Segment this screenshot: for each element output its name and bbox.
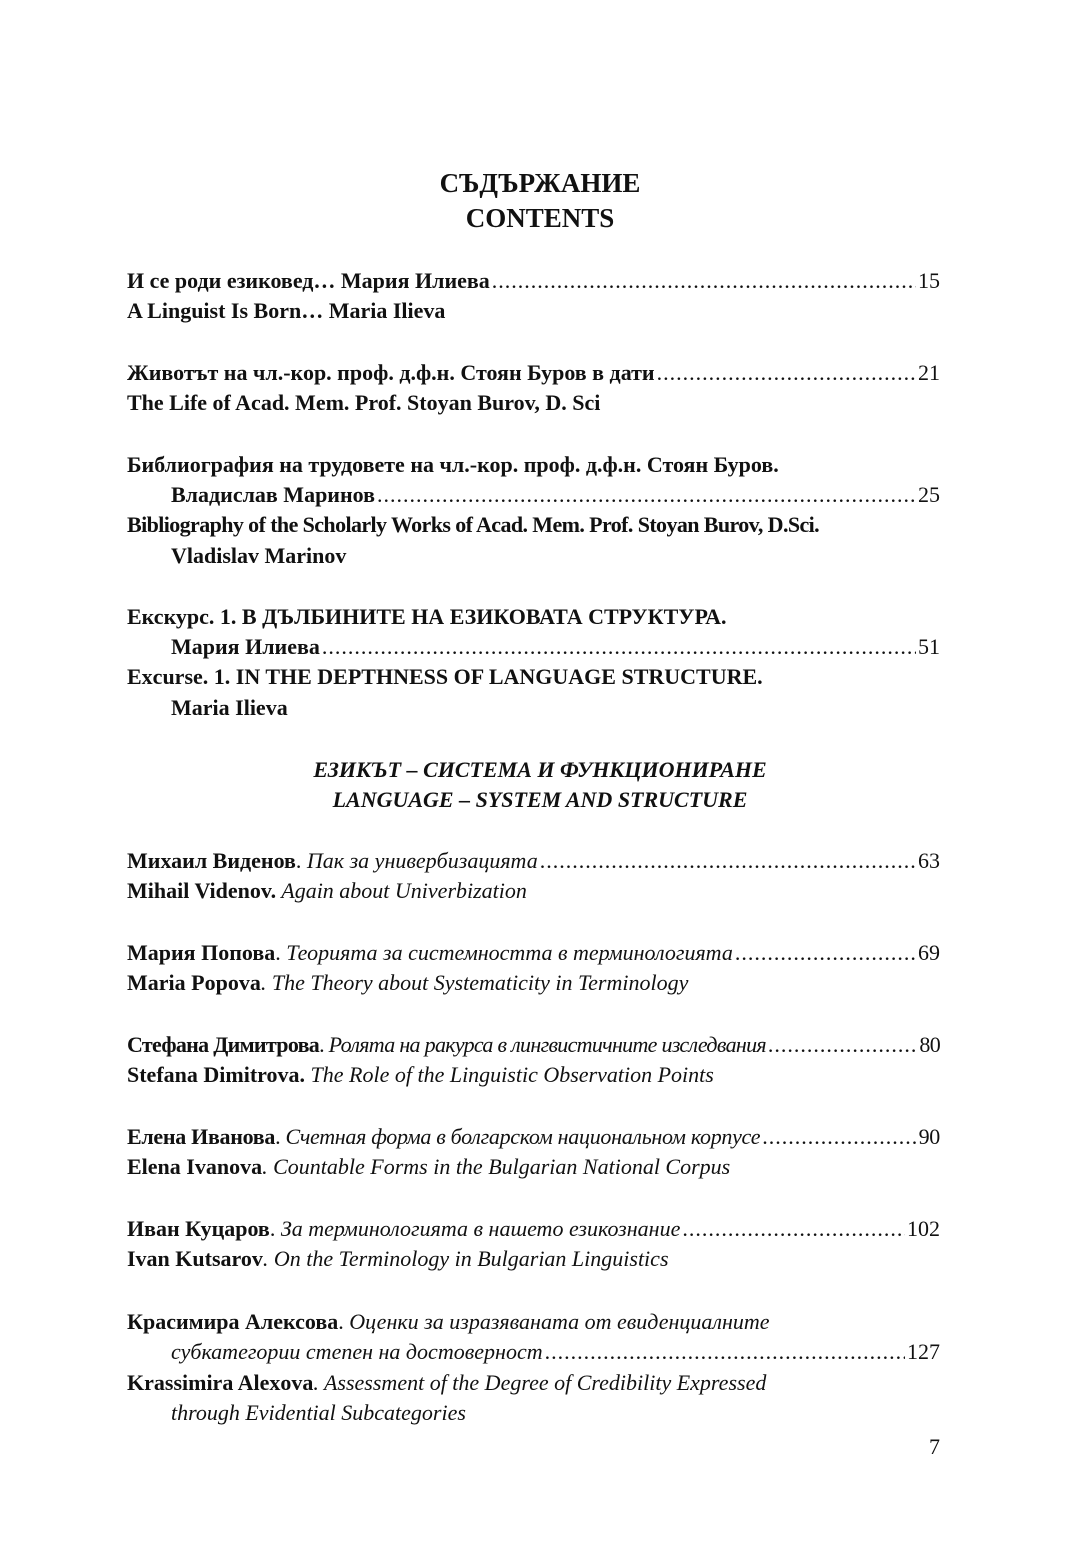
dot-leader: [377, 480, 916, 510]
section-title-bg: ЕЗИКЪТ – СИСТЕМА И ФУНКЦИОНИРАНЕ: [313, 757, 767, 782]
article-author-bg: Красимира Алексова: [127, 1309, 339, 1334]
toc-article-en: [127, 968, 940, 998]
toc-article-en-line2: [171, 1398, 940, 1428]
article-separator: .: [338, 1309, 350, 1334]
article-author-bg: Михаил Виденов: [127, 848, 296, 873]
article-author-en: Krassimira Alexova: [127, 1370, 314, 1395]
entry-title-en: Bibliography of the Scholarly Works of Acad. Mem. Prof. Stoyan Burov, D.Sci.: [127, 512, 820, 537]
contents-title-bg: СЪДЪРЖАНИЕ: [439, 168, 641, 198]
entry-title-en: Excurse. 1. IN THE DEPTHNESS OF LANGUAGE STRUCTURE.: [127, 664, 763, 689]
page-ref: 21: [918, 360, 940, 385]
article-author-en: Maria Popova: [127, 970, 261, 995]
page-ref: 51: [918, 634, 940, 659]
toc-article-bg[interactable]: [127, 1122, 940, 1152]
article-separator: .: [269, 1216, 281, 1241]
entry-title-bg: Екскурс. 1. В ДЪЛБИНИТЕ НА ЕЗИКОВАТА СТРУКТУРА.: [127, 604, 727, 629]
article-title-en: . Assessment of the Degree of Credibility Expressed: [313, 1370, 767, 1395]
article-separator: .: [275, 940, 287, 965]
toc-article-en-line1: [127, 1368, 940, 1398]
dot-leader: [492, 266, 916, 296]
toc-entry-en-line1: [127, 662, 940, 692]
dot-leader: [540, 846, 916, 876]
toc-article-bg-line2[interactable]: [171, 1337, 940, 1367]
dot-leader: [735, 938, 916, 968]
entry-title-bg: И се роди езиковед… Мария Илиева: [127, 268, 490, 293]
article-title-bg: Пак за универбизацията: [306, 848, 538, 873]
article-separator: .: [275, 1124, 286, 1149]
dot-leader: [322, 632, 916, 662]
article-title-bg: Теорията за системността в терминологията: [286, 940, 733, 965]
toc-article-en: [127, 1244, 940, 1274]
page-ref: 80: [919, 1032, 940, 1057]
toc-article-en: [127, 1060, 940, 1090]
page-number: 7: [929, 1434, 940, 1459]
article-author-bg: Стефана Димитрова: [127, 1032, 320, 1057]
dot-leader: [657, 358, 916, 388]
toc-entry-en-line2: [171, 693, 940, 723]
toc-entry-bg-line2[interactable]: [171, 632, 940, 662]
article-author-bg: Мария Попова: [127, 940, 276, 965]
article-title-bg-cont: субкатегории степен на достоверност: [171, 1339, 543, 1364]
toc-entry-en: [127, 296, 940, 326]
article-author-en: Mihail Videnov.: [127, 878, 277, 903]
entry-author-bg: Владислав Маринов: [171, 482, 375, 507]
toc-article-en: [127, 876, 940, 906]
article-title-bg: Оценки за изразяваната от евиденциалните: [349, 1309, 770, 1334]
article-author-en: Ivan Kutsarov: [127, 1246, 263, 1271]
section-title-en: LANGUAGE – SYSTEM AND STRUCTURE: [332, 787, 748, 812]
entry-author-en: Vladislav Marinov: [171, 543, 347, 568]
toc-entry-bg[interactable]: [127, 358, 940, 388]
entry-author-en: Maria Ilieva: [171, 695, 288, 720]
contents-title-en: CONTENTS: [465, 203, 615, 233]
page-ref: 127: [907, 1339, 940, 1364]
page-ref: 63: [918, 848, 940, 873]
dot-leader: [682, 1214, 905, 1244]
toc-entry-en-line2: [171, 541, 940, 571]
toc-article-bg[interactable]: [127, 1030, 940, 1060]
toc-entry-en: [127, 388, 940, 418]
toc-article-bg[interactable]: [127, 846, 940, 876]
dot-leader: [762, 1122, 916, 1152]
toc-article-bg-line1: [127, 1307, 940, 1337]
article-title-en: . Countable Forms in the Bulgarian National Corpus: [262, 1154, 731, 1179]
toc-article-bg[interactable]: [127, 1214, 940, 1244]
entry-author-bg: Мария Илиева: [171, 634, 320, 659]
toc-article-bg[interactable]: [127, 938, 940, 968]
article-separator: .: [319, 1032, 329, 1057]
toc-entry-bg-line1: [127, 450, 940, 480]
toc-entry-bg-line1: [127, 602, 940, 632]
entry-title-en: The Life of Acad. Mem. Prof. Stoyan Burov, D. Sci: [127, 390, 601, 415]
entry-title-en: A Linguist Is Born… Maria Ilieva: [127, 298, 446, 323]
article-title-bg: Ролята на ракурса в лингвистичните изследвания: [328, 1032, 766, 1057]
article-author-bg: Иван Куцаров: [127, 1216, 270, 1241]
page-ref: 102: [907, 1216, 940, 1241]
article-title-bg: Счетная форма в болгарском национальном корпусе: [285, 1124, 761, 1149]
entry-title-bg: Библиография на трудовете на чл.-кор. проф. д.ф.н. Стоян Буров.: [127, 452, 779, 477]
article-title-bg: За терминологията в нашето езикознание: [280, 1216, 681, 1241]
toc-entry-bg[interactable]: [127, 266, 940, 296]
page-ref: 15: [918, 268, 940, 293]
article-author-en: Elena Ivanova: [127, 1154, 263, 1179]
dot-leader: [768, 1030, 917, 1060]
toc-article-en: [127, 1152, 940, 1182]
article-title-en: The Role of the Linguistic Observation Points: [305, 1062, 714, 1087]
page-ref: 90: [918, 1124, 940, 1149]
article-title-en: Again about Univerbization: [276, 878, 527, 903]
article-author-en: Stefana Dimitrova.: [127, 1062, 306, 1087]
page-ref: 25: [918, 482, 940, 507]
article-title-en: . The Theory about Systematicity in Terminology: [260, 970, 689, 995]
toc-entry-en-line1: [127, 510, 940, 540]
toc-entry-bg-line2[interactable]: [171, 480, 940, 510]
article-title-en: . On the Terminology in Bulgarian Linguistics: [262, 1246, 669, 1271]
article-separator: .: [295, 848, 307, 873]
entry-title-bg: Животът на чл.-кор. проф. д.ф.н. Стоян Буров в дати: [127, 360, 655, 385]
page-ref: 69: [918, 940, 940, 965]
dot-leader: [545, 1337, 905, 1367]
article-author-bg: Елена Иванова: [127, 1124, 276, 1149]
article-title-en-cont: through Evidential Subcategories: [171, 1400, 466, 1425]
